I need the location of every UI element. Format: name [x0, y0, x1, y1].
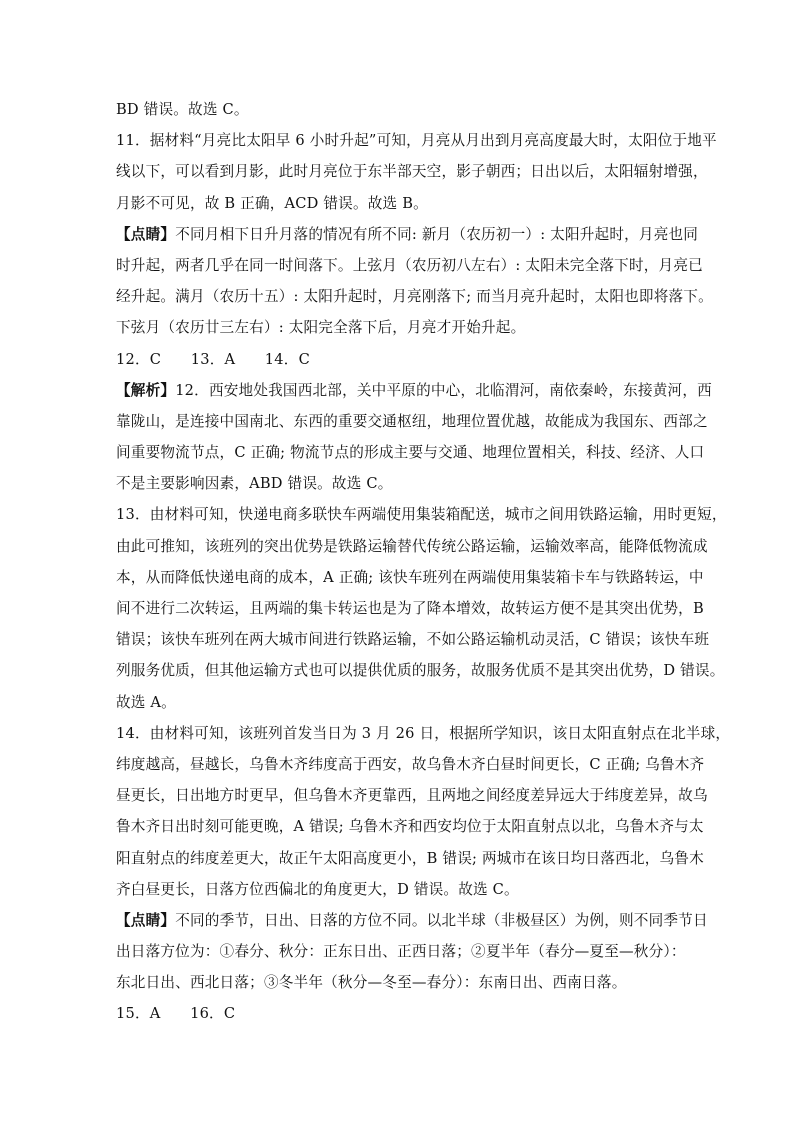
document-page	[116, 94, 731, 1030]
text-line	[116, 749, 705, 780]
line-text: 时升起，两者几乎在同一时间落下。上弦月（农历初八左右）: 太阳未完全落下时，月亮已	[116, 256, 703, 274]
line-text: 出日落方位为：①春分、秋分：正东日出、正西日落；②夏半年（春分—夏至—秋分）：	[116, 943, 686, 961]
text-line	[116, 562, 704, 593]
line-text: 错误；该快车班列在两大城市间进行铁路运输，不如公路运输机动灵活，C 错误；该快车班	[116, 631, 710, 649]
text-line	[116, 967, 688, 998]
text-line	[116, 499, 727, 530]
line-text: 下弦月（农历廿三左右）: 太阳完全落下后，月亮才开始升起。	[116, 319, 526, 337]
line-text: 列服务优质，但其他运输方式也可以提供优质的服务，故服务优质不是其突出优势，D 错误。	[116, 662, 725, 680]
text-line	[116, 780, 708, 811]
text-line	[116, 219, 699, 250]
line-text: 鲁木齐日出时刻可能更晚，A 错误; 乌鲁木齐和西安均位于太阳直射点以北，乌鲁木齐与太	[116, 818, 704, 836]
text-line	[116, 843, 704, 874]
text-line	[116, 156, 708, 187]
line-text: 故选 A。	[116, 693, 176, 711]
line-text: 不是主要影响因素，ABD 错误。故选 C。	[116, 475, 393, 493]
line-text: 13．由材料可知，快递电商多联快车两端使用集装箱配送，城市之间用铁路运输，用时更短，	[116, 506, 727, 524]
text-line	[116, 281, 713, 312]
line-text: 间重要物流节点，C 正确; 物流节点的形成主要与交通、地理位置相关，科技、经济、人口	[116, 444, 705, 462]
line-text: 不同的季节，日出、日落的方位不同。以北半球（非极昼区）为例，则不同季节日	[175, 911, 708, 929]
text-line	[116, 188, 688, 219]
line-text: 靠陇山，是连接中国南北、东西的重要交通枢纽，地理位置优越，故能成为我国东、西部之	[116, 412, 708, 430]
text-line	[116, 468, 688, 499]
line-text: 昼更长，日出地方时更早，但乌鲁木齐更靠西，且两地之间经度差异远大于纬度差异，故乌	[116, 787, 708, 805]
text-line	[116, 125, 717, 156]
text-line	[116, 655, 725, 686]
line-text: 齐白昼更长，日落方位西偏北的角度更大，D 错误。故选 C。	[116, 880, 519, 898]
text-line	[116, 375, 712, 406]
line-text: 月影不可见，故 B 正确，ACD 错误。故选 B。	[116, 194, 428, 212]
line-text: 15．A 16．C	[116, 1005, 236, 1023]
section-tag: 【解析】	[116, 381, 176, 399]
text-line	[116, 312, 688, 343]
section-tag: 【点睛】	[116, 225, 176, 243]
text-line	[116, 437, 705, 468]
text-line	[116, 94, 688, 125]
text-line	[116, 874, 688, 905]
text-line	[116, 936, 688, 967]
line-text: 本，从而降低快递电商的成本，A 正确; 该快车班列在两端使用集装箱卡车与铁路转运，中	[116, 568, 704, 586]
line-text: 14．由材料可知，该班列首发当日为 3 月 26 日，根据所学知识，该日太阳直射点在北半球，	[116, 724, 731, 742]
text-line	[116, 250, 703, 281]
line-text: BD 错误。故选 C。	[116, 101, 249, 118]
line-text: 东北日出、西北日落；③冬半年（秋分—冬至—春分）：东南日出、西南日落。	[116, 974, 627, 992]
section-tag: 【点睛】	[116, 911, 176, 929]
text-line	[116, 624, 710, 655]
line-text: 间不进行二次转运，且两端的集卡转运也是为了降本增效，故转运方便不是其突出优势，B	[116, 600, 704, 617]
text-line	[116, 905, 708, 936]
text-line	[116, 344, 688, 375]
line-text: 线以下，可以看到月影，此时月亮位于东半部天空，影子朝西；日出以后，太阳辐射增强，	[116, 163, 708, 181]
line-text: 12．C 13．A 14．C	[116, 350, 310, 368]
text-line	[116, 406, 708, 437]
line-text: 纬度越高，昼越长，乌鲁木齐纬度高于西安，故乌鲁木齐白昼时间更长，C 正确; 乌鲁木齐	[116, 755, 705, 773]
line-text: 阳直射点的纬度差更大，故正午太阳高度更小，B 错误; 两城市在该日均日落西北，乌鲁木	[116, 849, 704, 867]
line-text: 由此可推知，该班列的突出优势是铁路运输替代传统公路运输，运输效率高，能降低物流成	[116, 537, 708, 555]
text-line	[116, 998, 688, 1029]
text-line	[116, 687, 688, 718]
text-line	[116, 811, 704, 842]
line-text: 经升起。满月（农历十五）: 太阳升起时，月亮刚落下; 而当月亮升起时，太阳也即将落下。	[116, 288, 713, 306]
text-line	[116, 531, 708, 562]
line-text: 11．据材料“月亮比太阳早 6 小时升起”可知，月亮从月出到月亮高度最大时，太阳位于地平	[116, 132, 717, 150]
line-text: 12．西安地处我国西北部，关中平原的中心，北临渭河，南依秦岭，东接黄河，西	[175, 381, 712, 399]
text-line	[116, 593, 704, 624]
line-text: 不同月相下日升月落的情况有所不同: 新月（农历初一）: 太阳升起时，月亮也同	[175, 225, 699, 243]
text-line	[116, 718, 731, 749]
